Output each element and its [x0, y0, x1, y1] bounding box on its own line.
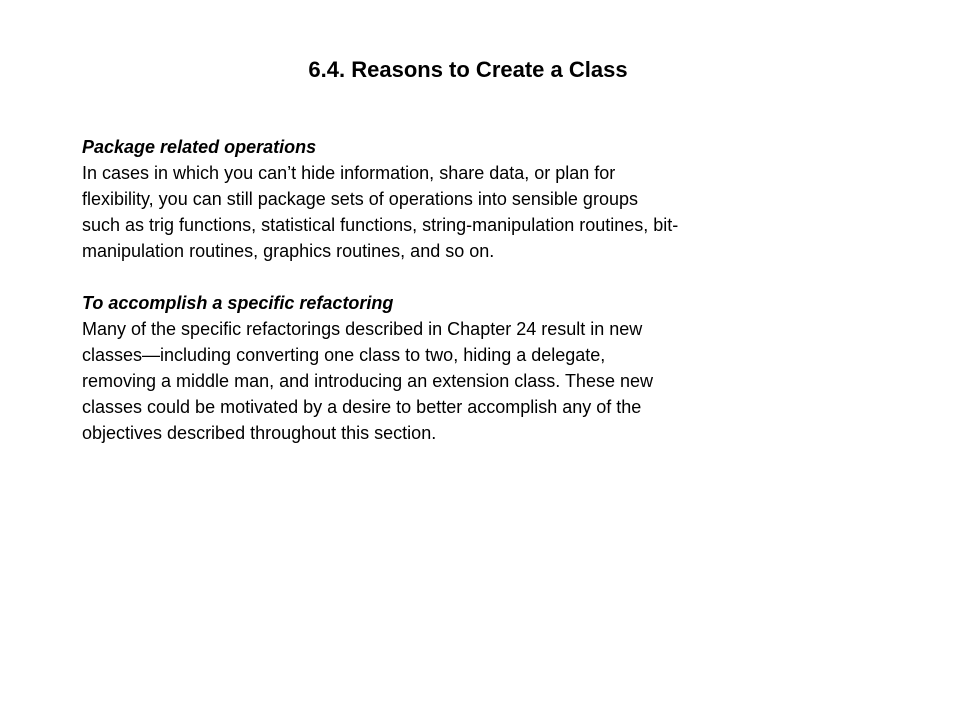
- section-heading: Package related operations: [82, 137, 317, 157]
- section-heading: To accomplish a specific refactoring: [82, 293, 394, 313]
- paragraph-line: Many of the specific refactorings described in Chapter 24 result in new: [82, 319, 643, 339]
- section-paragraph: [82, 316, 882, 446]
- paragraph-line: In cases in which you can’t hide information, share data, or plan for: [82, 163, 616, 183]
- paragraph-line: classes could be motivated by a desire to better accomplish any of the: [82, 397, 642, 417]
- section-paragraph: [82, 160, 882, 264]
- paragraph-line: manipulation routines, graphics routines, and so on.: [82, 241, 495, 261]
- paragraph-line: flexibility, you can still package sets of operations into sensible groups: [82, 189, 638, 209]
- slide-content: [82, 134, 882, 446]
- paragraph-line: objectives described throughout this section.: [82, 423, 437, 443]
- paragraph-line: removing a middle man, and introducing an extension class. These new: [82, 371, 653, 391]
- section-package-related-operations: [82, 134, 882, 264]
- section-specific-refactoring: [82, 290, 882, 446]
- paragraph-line: such as trig functions, statistical functions, string-manipulation routines, bit-: [82, 215, 679, 235]
- slide-title: 6.4. Reasons to Create a Class: [308, 57, 628, 82]
- paragraph-line: classes—including converting one class to two, hiding a delegate,: [82, 345, 606, 365]
